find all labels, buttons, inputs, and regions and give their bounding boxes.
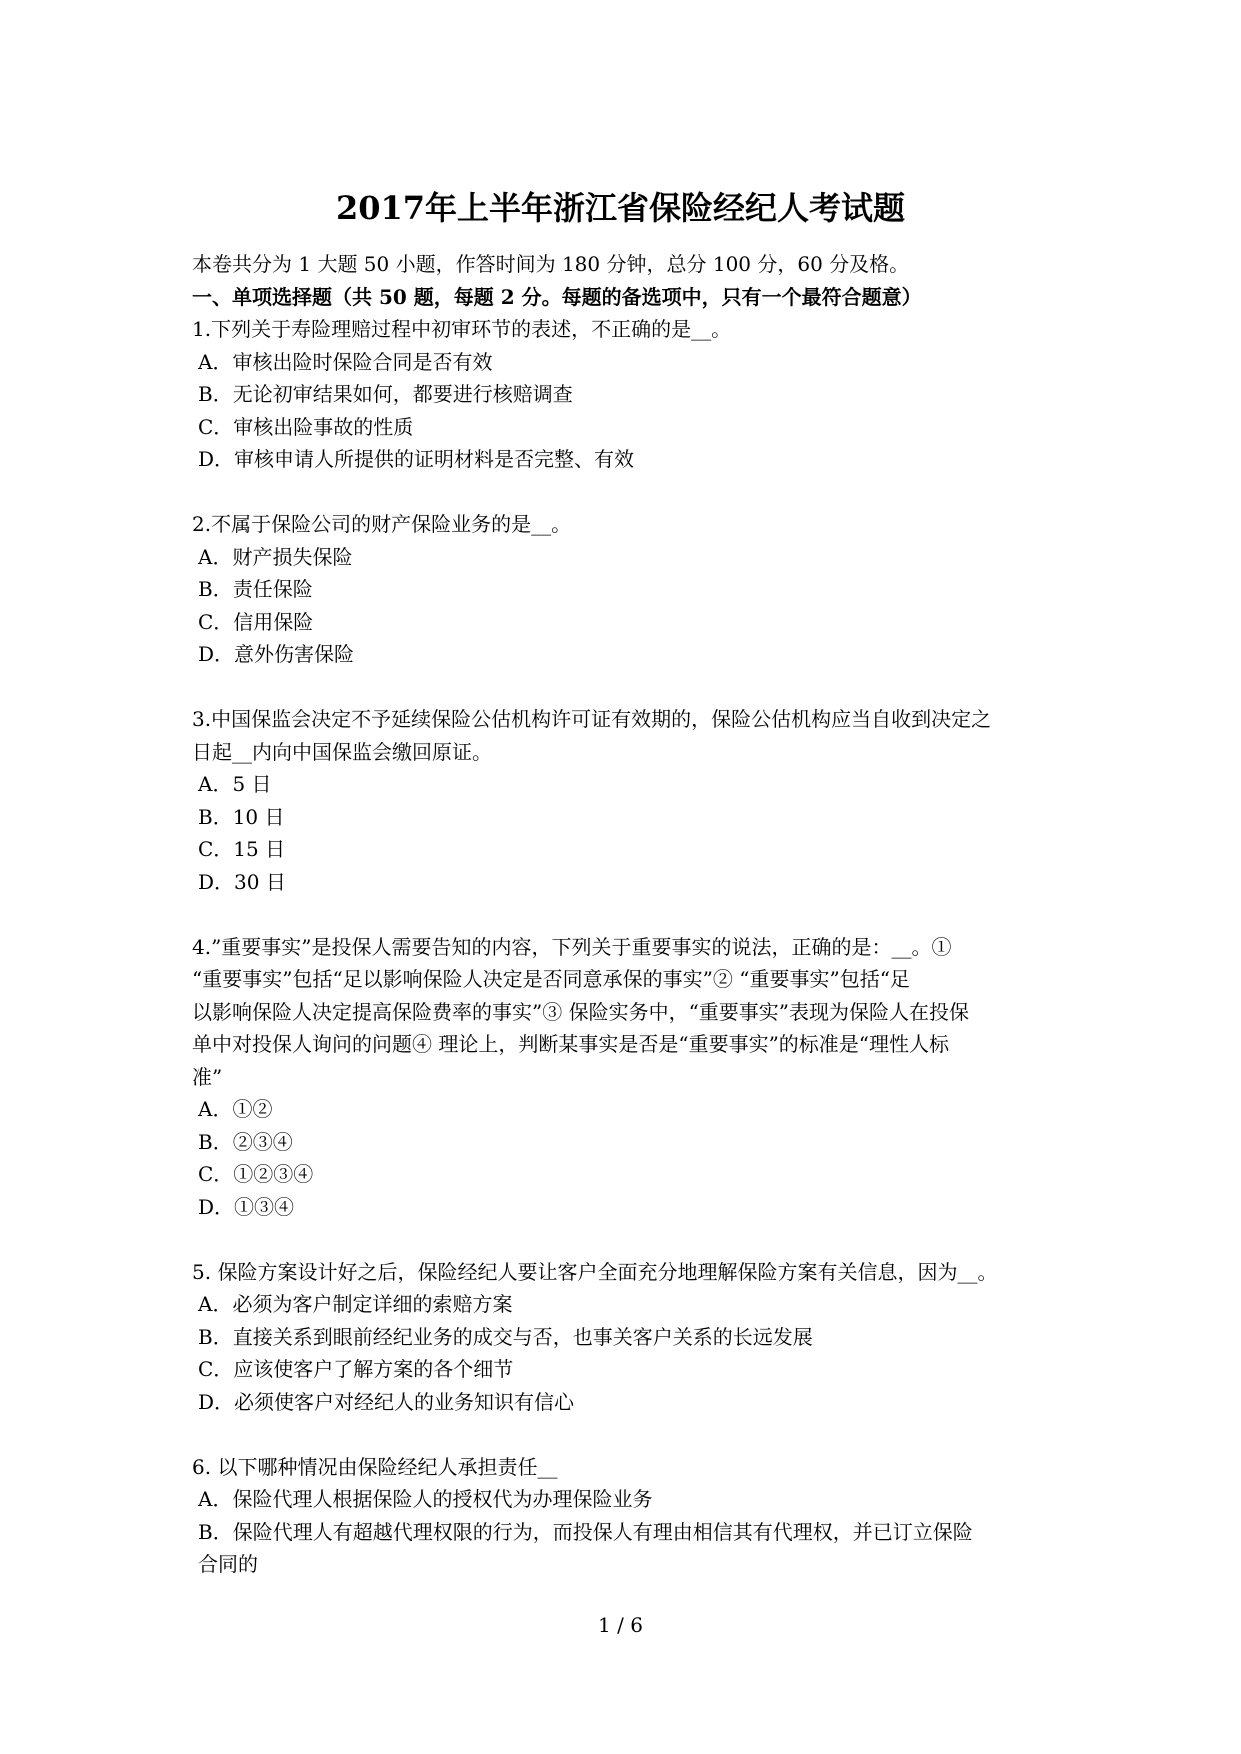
answer-option: D．必须使客户对经纪人的业务知识有信心	[198, 1389, 575, 1414]
answer-option: A．必须为客户制定详细的索赔方案	[198, 1292, 513, 1316]
exam-intro: 本卷共分为 1 大题 50 小题，作答时间为 180 分钟，总分 100 分，60 分及格。	[192, 252, 910, 276]
answer-option: A．财产损失保险	[198, 544, 353, 569]
question-stem	[192, 1256, 1072, 1289]
question-stem-line: 2.不属于保险公司的财产保险业务的是__。	[192, 512, 572, 536]
answer-option: D．意外伤害保险	[198, 642, 355, 666]
answer-option: D．30 日	[198, 869, 286, 894]
page-number: 1 / 6	[598, 1613, 643, 1637]
answer-option: 合同的	[198, 1552, 258, 1576]
document-body	[192, 248, 1072, 1581]
section-heading: 一、单项选择题（共 50 题，每题 2 分。每题的备选项中，只有一个最符合题意）	[192, 284, 922, 309]
answer-option: A．①②	[198, 1097, 273, 1121]
question-2	[192, 508, 1072, 671]
question-1	[192, 313, 1072, 476]
answer-option: C．15 日	[198, 837, 286, 861]
document-title: 2017年上半年浙江省保险经纪人考试题	[335, 189, 906, 227]
answer-option: B．②③④	[198, 1129, 293, 1154]
answer-option: A．保险代理人根据保险人的授权代为办理保险业务	[198, 1487, 653, 1511]
answer-option: A．5 日	[198, 772, 272, 796]
answer-option: C．应该使客户了解方案的各个细节	[198, 1357, 514, 1381]
question-stem-line: 4.”重要事实”是投保人需要告知的内容，下列关于重要事实的说法，正确的是：__。①	[192, 934, 952, 959]
question-6	[192, 1451, 1072, 1581]
question-stem-line: 准”	[192, 1064, 223, 1089]
question-stem-line: 单中对投保人询问的问题④ 理论上，判断某事实是否是“重要事实”的标准是“理性人标	[192, 1032, 950, 1056]
question-3	[192, 703, 1072, 898]
question-stem-line: 5. 保险方案设计好之后，保险经纪人要让客户全面充分地理解保险方案有关信息，因为__。	[192, 1259, 998, 1284]
answer-option: C．审核出险事故的性质	[198, 414, 414, 439]
question-4	[192, 931, 1072, 1224]
question-stem	[192, 1451, 1072, 1484]
answer-option: D．①③④	[198, 1194, 295, 1219]
answer-option: D．审核申请人所提供的证明材料是否完整、有效	[198, 447, 635, 471]
question-stem-line: “重要事实”包括“足以影响保险人决定是否同意承保的事实”② “重要事实”包括“足	[192, 967, 910, 991]
question-stem	[192, 931, 1072, 1094]
question-stem-line: 日起__内向中国保监会缴回原证。	[192, 739, 492, 764]
answer-option: B．无论初审结果如何，都要进行核赔调查	[198, 382, 573, 406]
question-stem-line: 以影响保险人决定提高保险费率的事实”③ 保险实务中，“重要事实”表现为保险人在投保	[192, 999, 970, 1024]
question-stem	[192, 703, 1072, 768]
answer-option: B．责任保险	[198, 577, 313, 601]
question-5	[192, 1256, 1072, 1419]
answer-option: B．10 日	[198, 804, 285, 829]
question-list	[192, 313, 1072, 1581]
question-stem	[192, 508, 1072, 541]
question-stem	[192, 313, 1072, 346]
question-stem-line: 1.下列关于寿险理赔过程中初审环节的表述，不正确的是__。	[192, 317, 732, 341]
answer-option: B．保险代理人有超越代理权限的行为，而投保人有理由相信其有代理权，并已订立保险	[198, 1519, 973, 1544]
answer-option: B．直接关系到眼前经纪业务的成交与否，也事关客户关系的长远发展	[198, 1324, 813, 1349]
answer-option: C．信用保险	[198, 609, 314, 634]
answer-option: A．审核出险时保险合同是否有效	[198, 349, 493, 374]
answer-option: C．①②③④	[198, 1162, 314, 1186]
question-stem-line: 6. 以下哪种情况由保险经纪人承担责任__	[192, 1454, 558, 1479]
question-stem-line: 3.中国保监会决定不予延续保险公估机构许可证有效期的，保险公估机构应当自收到决定之	[192, 707, 992, 731]
